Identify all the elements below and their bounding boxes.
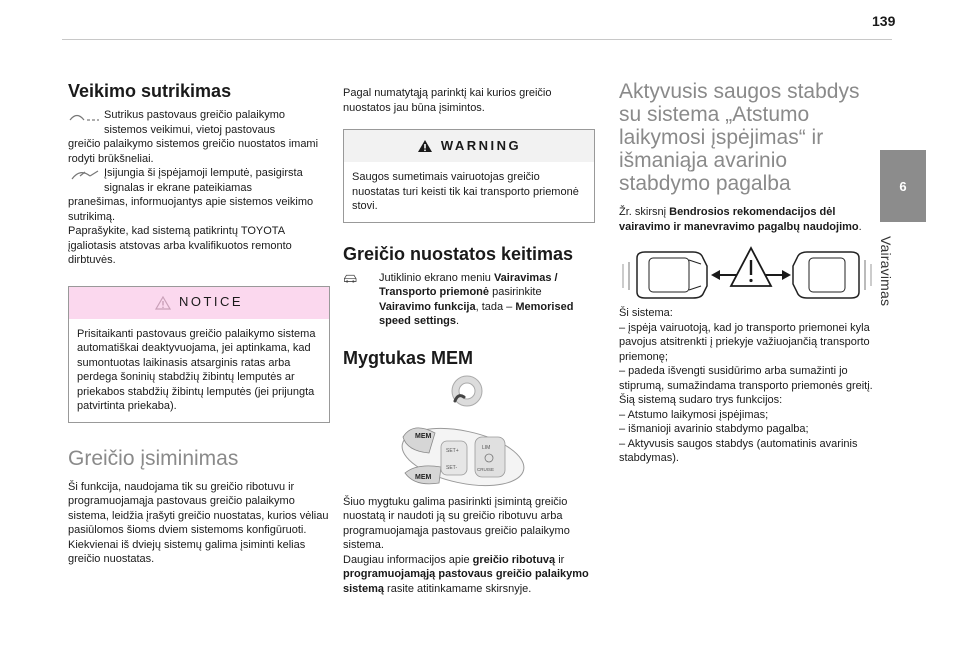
system-intro: Ši sistema: xyxy=(619,307,673,319)
mem-button-illustration xyxy=(343,375,595,495)
system-helps-item: – padeda išvengti susidūrimo arba sumažinti jo stiprumą, sumažindama transporto priemonės greitį. xyxy=(619,365,873,392)
see-section-paragraph: Žr. skirsnį Bendrosios rekomendacijos dėl vairavimo ir manevravimo pagalbų naudojimo. xyxy=(619,206,862,233)
speed-dashes-icon xyxy=(68,108,100,124)
dealer-check-paragraph: Paprašykite, kad sistemą patikrintų TOYOTA įgaliotasis atstovas arba kvalifikuotos remonto dirbtuvės. xyxy=(68,225,292,266)
stalk-lim: LIM xyxy=(482,444,491,451)
chapter-tab xyxy=(880,150,926,222)
mem-button-paragraph: Šiuo mygtuku galima pasirinkti įsimintą greičio nuostatą ir naudoti ją su greičio ribotuvu arba programuojamąja pastovaus greičio palaikymo sistema. xyxy=(343,495,570,551)
stalk-cruise: CRUISE xyxy=(477,466,495,472)
touchscreen-instruction: Jutiklinio ekrano meniu Vairavimas / Transporto priemonė pasirinkite Vairavimo funkcija, tada – Memorised speed settings. xyxy=(343,271,595,329)
notice-label: NOTICE xyxy=(178,294,244,310)
function-active-safety-brake: – Aktyvusis saugos stabdys (automatinis avarinis stabdymas). xyxy=(619,437,858,464)
speed-memorising-paragraph-2: Kiekvienai iš dviejų sistemų galima įsiminti kelias greičio nuostatas. xyxy=(68,538,306,565)
more-info-paragraph: Daugiau informacijos apie greičio ribotuvą ir programuojamąją pastovaus greičio palaikymo sistemą rasite atitinkamame skirsnyje. xyxy=(343,553,589,595)
heading-active-safety-brake: Aktyvusis saugos stabdys su sistema „Atstumo laikymosi įspėjimas“ ir išmaniąja avarinio stabdymo pagalba xyxy=(619,80,860,195)
stalk-set-minus: SET- xyxy=(446,464,458,471)
chapter-number: 6 xyxy=(899,178,907,194)
notice-text: Prisitaikanti pastovaus greičio palaikymo sistema automatiškai deaktyvuojama, jei aptinkama, kad sumontuotas laikinasis atsarginis ratas arba perdega šoninių stabdžių žibintų lemputės ar priekabos stabdžių žibintų lemputės (jei prijungta patvirtinta priekaba). xyxy=(77,327,316,412)
column-right xyxy=(619,80,877,466)
system-warns-item: – įspėja vairuotoją, kad jo transporto priemonei kyla pavojus atsitrenkti į priekyje važiuojančią transporto priemonę; xyxy=(619,321,870,363)
stalk-set-plus: SET+ xyxy=(446,447,459,454)
page-number: 139 xyxy=(872,13,896,29)
top-rule xyxy=(62,39,892,40)
front-car-icon xyxy=(793,252,871,298)
stalk-mem-top: MEM xyxy=(415,432,432,440)
speed-memorising-paragraph: Ši funkcija, naudojama tik su greičio ribotuvu ir programuojamąja pastovaus greičio palaikymo sistema, leidžia įrašyti greičio nuostatas, kurios vėliau pasiūlomos šioms dviem sistemoms konfigūruoti. xyxy=(68,480,329,536)
stalk-mem-bottom: MEM xyxy=(415,473,432,481)
functions-intro: Šią sistemą sudaro trys funkcijos: xyxy=(619,394,783,406)
notice-triangle-icon xyxy=(155,296,171,310)
function-emergency-assist: – išmanioji avarinio stabdymo pagalba; xyxy=(619,423,809,435)
notice-box xyxy=(68,286,330,423)
warning-lamp-paragraph: Įsijungia ši įspėjamoji lemputė, pasigirsta signalas ir ekrane pateikiamas pranešimas, informuojantys apie sistemos veikimo sutrikimą. xyxy=(68,167,314,223)
cruise-control-warning-icon xyxy=(68,166,100,182)
default-settings-paragraph: Pagal numatytąją parinktį kai kurios greičio nuostatos jau būna įsimintos. xyxy=(343,87,552,114)
dash-indicator-paragraph: Sutrikus pastovaus greičio palaikymo sistemos veikimui, vietoj pastovaus greičio palaikymo sistemos greičio nuostatos imami rodyti brūkšneliai. xyxy=(68,109,319,165)
warning-triangle-icon xyxy=(417,139,433,153)
heading-mem-button: Mygtukas MEM xyxy=(343,347,474,368)
function-distance-alert: – Atstumo laikymosi įspėjimas; xyxy=(619,408,769,421)
warning-label: WARNING xyxy=(440,137,522,153)
heading-malfunction: Veikimo sutrikimas xyxy=(68,81,232,101)
warning-header xyxy=(344,130,594,162)
steering-wheel-icon xyxy=(452,376,482,406)
warning-text: Saugos sumetimais vairuotojas greičio nuostatas turi keisti tik kai transporto priemonė stovi. xyxy=(352,171,579,212)
column-middle xyxy=(343,86,595,596)
car-settings-icon xyxy=(343,271,365,285)
chapter-title: Vairavimas xyxy=(878,236,894,307)
notice-header xyxy=(69,287,329,319)
warning-box xyxy=(343,129,595,223)
heading-speed-memorising: Greičio įsiminimas xyxy=(68,446,239,470)
distance-alert-illustration xyxy=(619,242,877,306)
collision-warning-triangle-icon xyxy=(731,248,771,286)
heading-speed-settings-change: Greičio nuostatos keitimas xyxy=(343,243,574,264)
column-left xyxy=(68,80,330,567)
cruise-control-stalk xyxy=(397,418,529,494)
rear-car-icon xyxy=(623,252,707,298)
